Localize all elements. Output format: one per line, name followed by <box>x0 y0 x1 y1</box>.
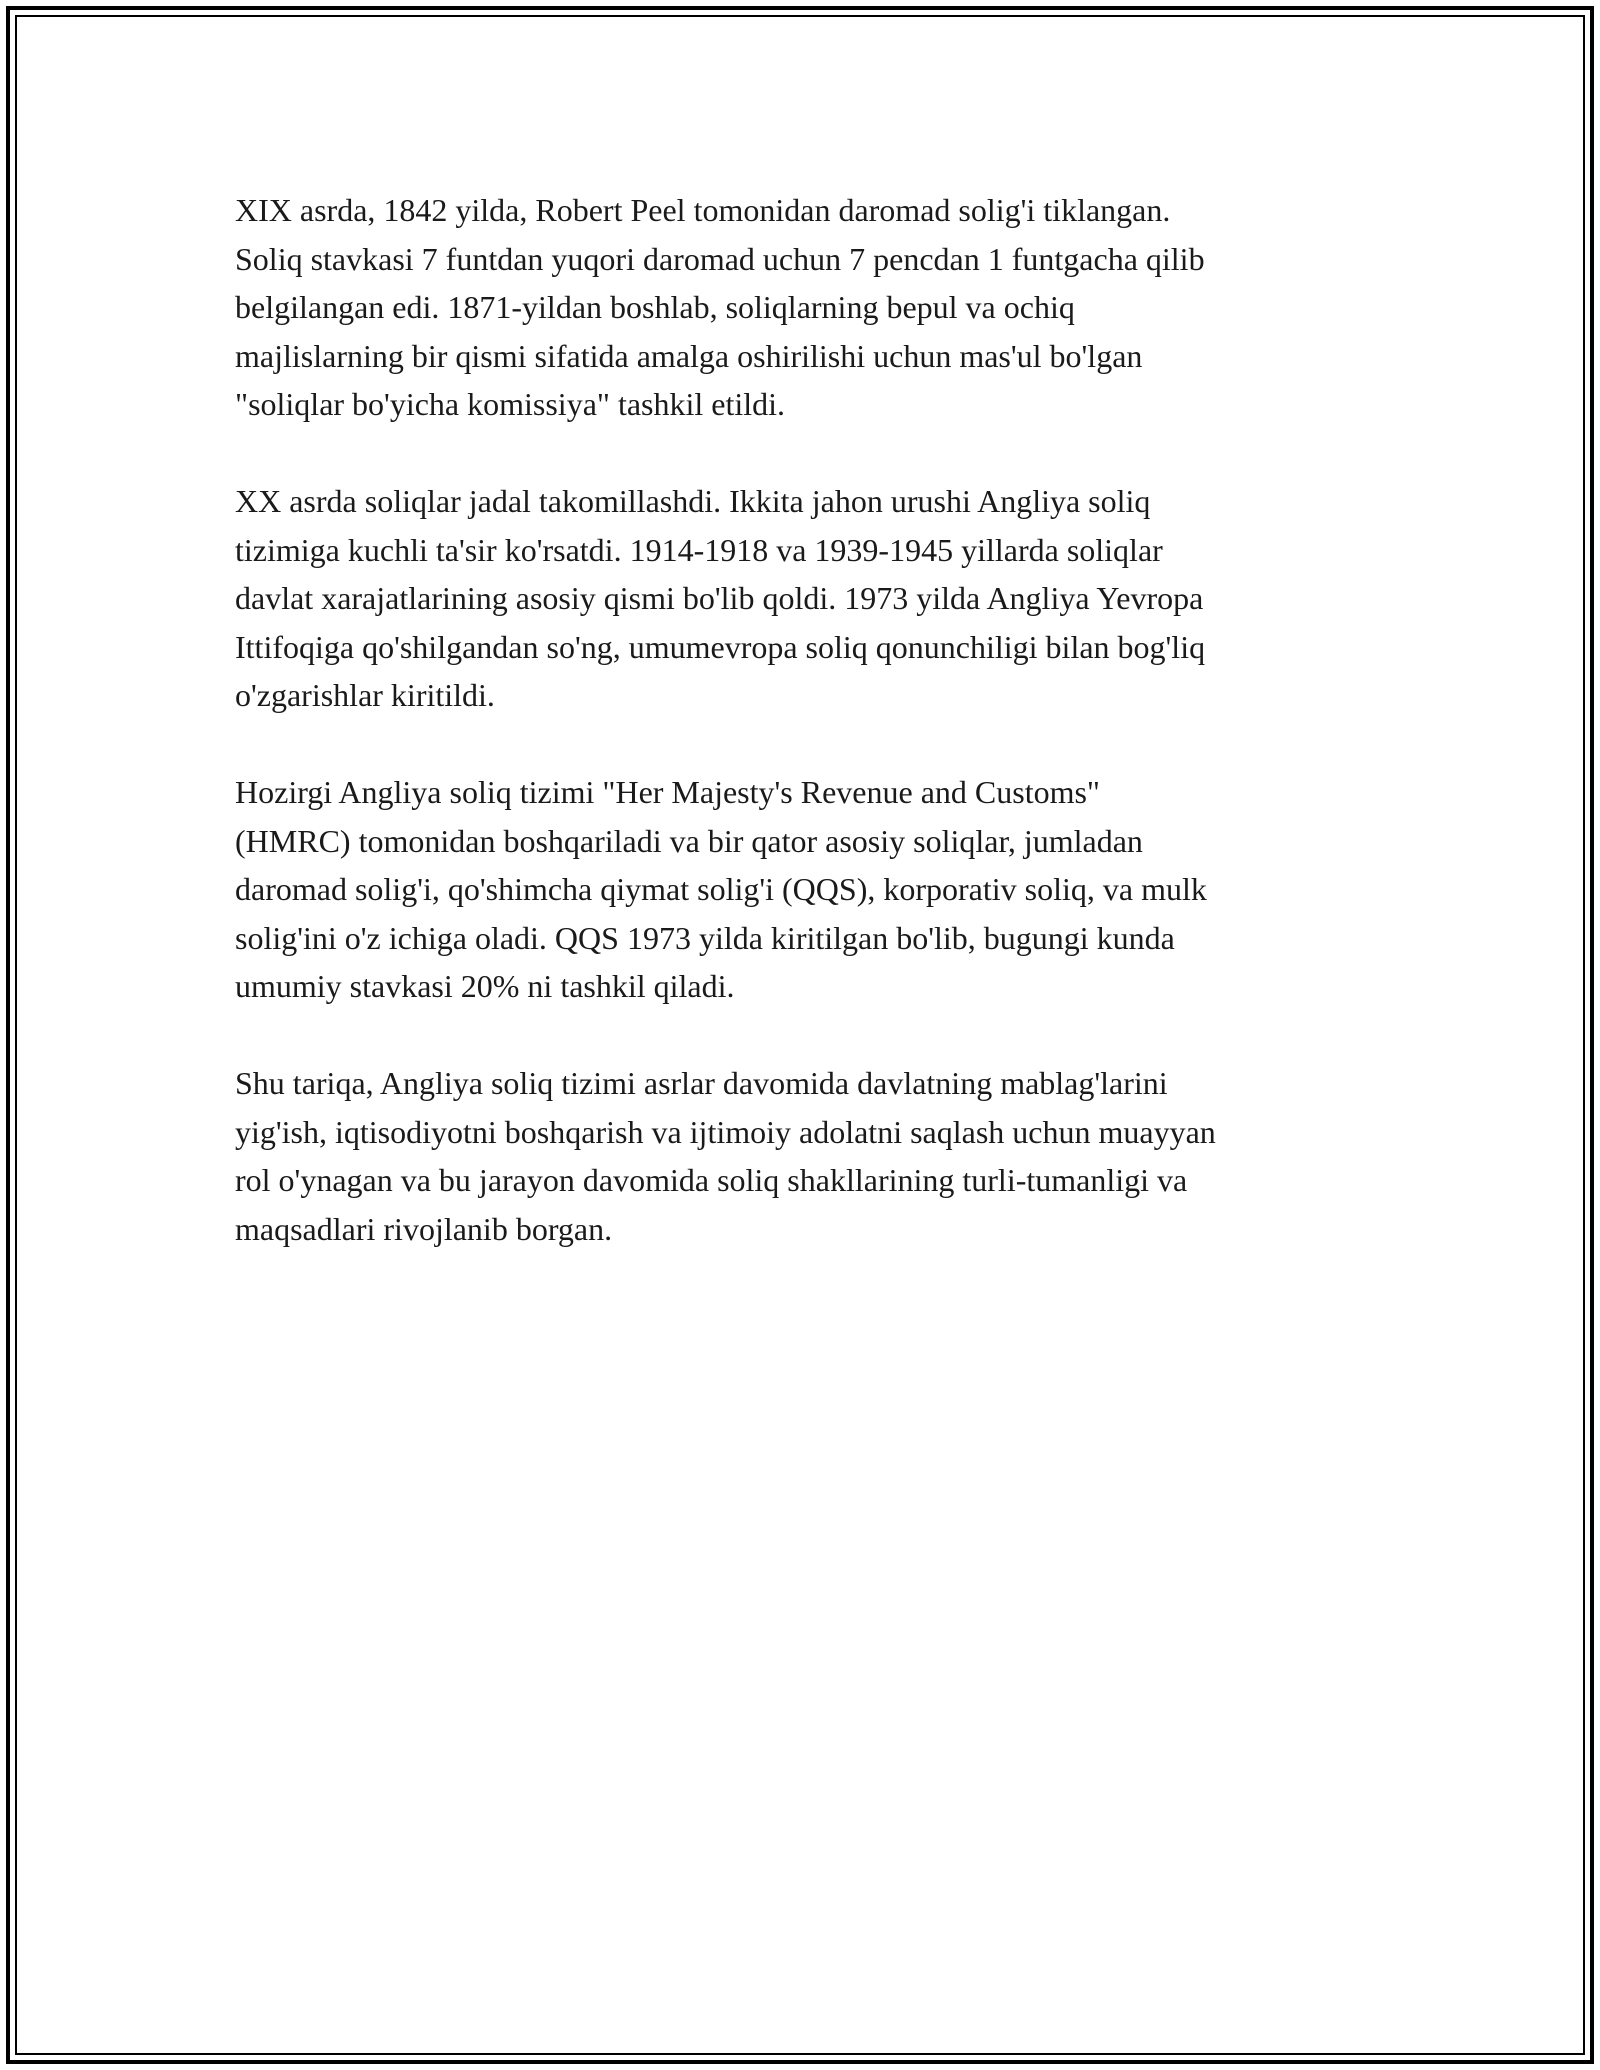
text-line: "soliqlar bo'yicha komissiya" tashkil etildi. <box>235 386 786 422</box>
text-line: solig'ini o'z ichiga oladi. QQS 1973 yilda kiritilgan bo'lib, bugungi kunda <box>235 919 1175 956</box>
text-line: Soliq stavkasi 7 funtdan yuqori daromad uchun 7 pencdan 1 funtgacha qilib <box>235 240 1205 277</box>
text-line: umumiy stavkasi 20% ni tashkil qiladi. <box>235 968 735 1004</box>
text-line: Hozirgi Angliya soliq tizimi "Her Majesty's Revenue and Customs" <box>235 774 1100 810</box>
paragraph-1 <box>235 186 1370 429</box>
text-line: Shu tariqa, Angliya soliq tizimi asrlar davomida davlatning mablag'larini <box>235 1065 1168 1101</box>
text-line: maqsadlari rivojlanib borgan. <box>235 1210 613 1247</box>
text-line: XIX asrda, 1842 yilda, Robert Peel tomonidan daromad solig'i tiklangan. <box>235 192 1171 228</box>
text-line: XX asrda soliqlar jadal takomillashdi. Ikkita jahon urushi Angliya soliq <box>235 483 1151 519</box>
text-line: yig'ish, iqtisodiyotni boshqarish va ijtimoiy adolatni saqlash uchun muayyan <box>235 1113 1216 1150</box>
text-line: o'zgarishlar kiritildi. <box>235 677 495 713</box>
paragraph-2 <box>235 477 1370 720</box>
paragraph-4 <box>235 1059 1370 1253</box>
paragraph-3 <box>235 768 1370 1011</box>
text-line: daromad solig'i, qo'shimcha qiymat solig'i (QQS), korporativ soliq, va mulk <box>235 871 1207 907</box>
text-line: davlat xarajatlarining asosiy qismi bo'lib qoldi. 1973 yilda Angliya Yevropa <box>235 580 1204 616</box>
text-line: Ittifoqiga qo'shilgandan so'ng, umumevropa soliq qonunchiligi bilan bog'liq <box>235 628 1206 665</box>
document-body <box>235 186 1370 1302</box>
text-line: majlislarning bir qismi sifatida amalga oshirilishi uchun mas'ul bo'lgan <box>235 337 1143 374</box>
text-line: belgilangan edi. 1871-yildan boshlab, soliqlarning bepul va ochiq <box>235 289 1075 325</box>
text-line: rol o'ynagan va bu jarayon davomida soliq shakllarining turli-tumanligi va <box>235 1162 1188 1198</box>
text-line: tizimiga kuchli ta'sir ko'rsatdi. 1914-1918 va 1939-1945 yillarda soliqlar <box>235 531 1163 568</box>
text-line: (HMRC) tomonidan boshqariladi va bir qator asosiy soliqlar, jumladan <box>235 822 1143 859</box>
